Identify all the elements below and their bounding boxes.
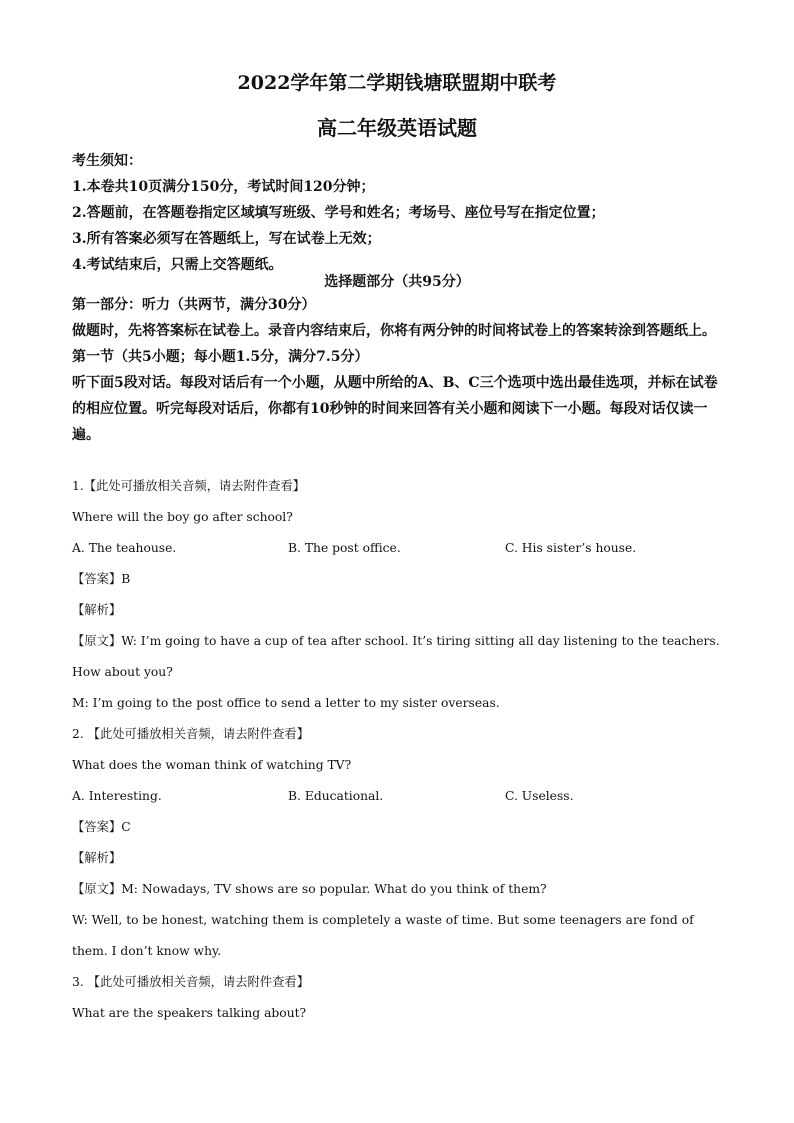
part1-instruction: 做题时，先将答案标在试卷上。录音内容结束后，你将有两分钟的时间将试卷上的答案转涂到答题纸上。 xyxy=(72,323,716,339)
answer: 【答案】B xyxy=(72,572,131,586)
options-row xyxy=(72,781,722,812)
options-row xyxy=(72,533,722,564)
candidate-notes xyxy=(72,148,722,278)
questions-area xyxy=(72,471,722,1029)
option-c: C. Useless. xyxy=(505,789,574,803)
transcript-line: W: Well, to be honest, watching them is completely a waste of time. But some teenagers are fond of them. I don’t know why. xyxy=(72,913,694,958)
note-item-2: 2.答题前，在答题卷指定区域填写班级、学号和姓名；考场号、座位号写在指定位置； xyxy=(72,205,605,221)
subsection1-title: 第一节（共5小题；每小题1.5分，满分7.5分） xyxy=(72,349,369,365)
transcript-line: M: I’m going to the post office to send a letter to my sister overseas. xyxy=(72,696,500,710)
question-text: What are the speakers talking about? xyxy=(72,1006,307,1020)
notes-heading: 考生须知： xyxy=(72,153,142,169)
option-c: C. His sister’s house. xyxy=(505,541,637,555)
question-text: What does the woman think of watching TV? xyxy=(72,758,352,772)
audio-note[interactable]: 1.【此处可播放相关音频，请去附件查看】 xyxy=(72,479,306,493)
section-title: 选择题部分（共95分） xyxy=(324,274,470,290)
analysis: 【解析】 xyxy=(72,851,122,865)
subsection1-instruction: 听下面5段对话。每段对话后有一个小题，从题中所给的A、B、C三个选项中选出最佳选项，并标在试卷的相应位置。听完每段对话后，你都有10秒钟的时间来回答有关小题和阅读下一小题。每段对话仅读一遍。 xyxy=(72,375,718,443)
transcript-line: 【原文】W: I’m going to have a cup of tea after school. It’s tiring sitting all day listening to the teachers. How about you? xyxy=(72,634,720,679)
analysis: 【解析】 xyxy=(72,603,122,617)
option-a: A. Interesting. xyxy=(72,789,162,803)
question-block-3 xyxy=(72,967,722,1029)
question-block-2 xyxy=(72,719,722,967)
transcript-line: 【原文】M: Nowadays, TV shows are so popular. What do you think of them? xyxy=(72,882,547,896)
audio-note[interactable]: 3. 【此处可播放相关音频，请去附件查看】 xyxy=(72,975,309,989)
exam-title: 2022学年第二学期钱塘联盟期中联考 xyxy=(237,72,557,94)
question-text: Where will the boy go after school? xyxy=(72,510,293,524)
audio-note[interactable]: 2. 【此处可播放相关音频，请去附件查看】 xyxy=(72,727,309,741)
note-item-3: 3.所有答案必须写在答题纸上，写在试卷上无效； xyxy=(72,231,381,247)
option-b: B. Educational. xyxy=(288,789,384,803)
answer: 【答案】C xyxy=(72,820,131,834)
exam-subtitle: 高二年级英语试题 xyxy=(317,116,477,140)
option-b: B. The post office. xyxy=(288,541,401,555)
option-a: A. The teahouse. xyxy=(72,541,177,555)
note-item-4: 4.考试结束后，只需上交答题纸。 xyxy=(72,257,283,273)
part1-title: 第一部分：听力（共两节，满分30分） xyxy=(72,297,316,313)
listening-part xyxy=(72,292,722,448)
question-block-1 xyxy=(72,471,722,719)
note-item-1: 1.本卷共10页满分150分，考试时间120分钟； xyxy=(72,179,375,195)
